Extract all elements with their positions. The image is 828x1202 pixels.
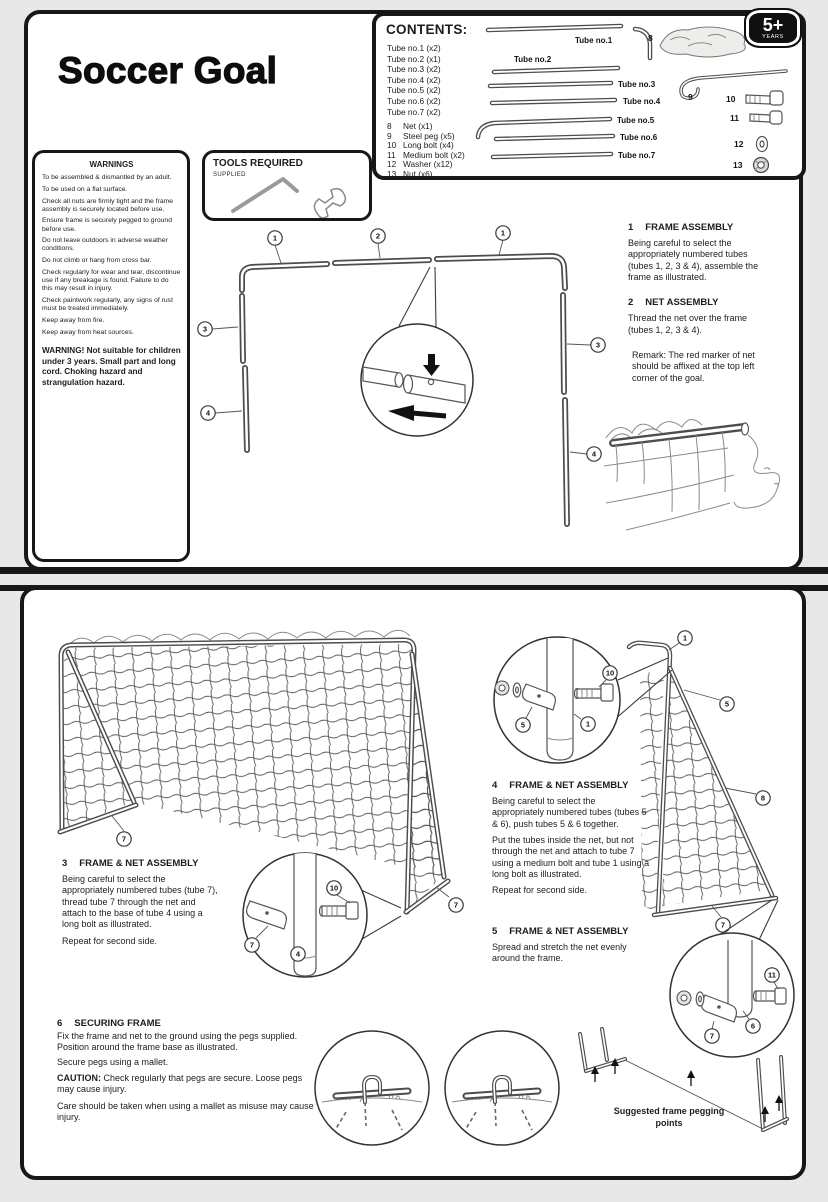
callout-detail-tube1 bbox=[581, 717, 595, 731]
svg-text:9: 9 bbox=[688, 92, 693, 102]
warning-item: Do not leave outdoors in adverse weather conditions. bbox=[42, 237, 168, 253]
side-frame-illustration bbox=[629, 631, 776, 932]
svg-text:6: 6 bbox=[750, 1021, 756, 1031]
list-item: Tube no.2 (x1) bbox=[387, 53, 441, 64]
list-item: Tube no.5 (x2) bbox=[387, 85, 441, 96]
svg-text:Tube no.3: Tube no.3 bbox=[618, 80, 656, 89]
svg-text:Tube no.2: Tube no.2 bbox=[514, 55, 552, 64]
warning-item: To be assembled & dismantled by an adult. bbox=[42, 174, 172, 181]
svg-text:8: 8 bbox=[648, 33, 653, 43]
step2-heading: 2 NET ASSEMBLY bbox=[628, 297, 719, 309]
callout-tube4-left bbox=[201, 406, 215, 420]
tube-joint-magnifier bbox=[361, 267, 473, 436]
svg-text:7: 7 bbox=[249, 940, 255, 950]
step-1-2-column bbox=[628, 222, 761, 389]
list-item: Tube no.1 (x2) bbox=[387, 43, 441, 53]
svg-text:11: 11 bbox=[768, 970, 776, 980]
svg-text:1: 1 bbox=[500, 228, 506, 238]
callout-detail-longbolt-base bbox=[327, 881, 341, 895]
list-item: Tube no.3 (x2) bbox=[387, 64, 441, 75]
base-joint-detail-circle bbox=[215, 851, 401, 977]
step5-heading: 5 FRAME & NET ASSEMBLY bbox=[492, 926, 629, 937]
svg-text:Tube no.5: Tube no.5 bbox=[617, 116, 655, 125]
age-badge bbox=[744, 8, 802, 48]
pegging-points-label: Suggested frame pegging points bbox=[613, 1106, 725, 1128]
svg-text:13: 13 bbox=[733, 160, 743, 170]
warning-item: Check regularly for wear and tear, discontinue use if any breakage is found. Failure to do this may result in injury. bbox=[42, 268, 181, 293]
pegging-detail-circle-1 bbox=[315, 1031, 429, 1145]
svg-text:3: 3 bbox=[595, 340, 601, 350]
list-item: 9 Steel peg (x5) bbox=[387, 130, 455, 141]
list-item: Tube no.7 (x2) bbox=[387, 106, 441, 117]
callout-detail-tube5 bbox=[516, 718, 530, 732]
step5-body: Spread and stretch the net evenly around the frame. bbox=[492, 942, 627, 964]
warning-item: Do not climb or hang from cross bar. bbox=[42, 257, 152, 265]
warning-item: Check paintwork regularly, any signs of rust must be treated immediately. bbox=[42, 297, 173, 313]
svg-text:12: 12 bbox=[734, 139, 744, 149]
callout-tube1-left bbox=[268, 231, 282, 245]
age-badge-years: YEARS bbox=[762, 34, 784, 40]
long-bolt-icon bbox=[746, 91, 783, 105]
medium-bolt-icon bbox=[750, 111, 782, 124]
step3-body: Being careful to select the appropriately numbered tubes (tube 7), thread tube 7 through the net and attach to the base of tube 4 using a long bolt as illustrated. bbox=[62, 874, 218, 930]
step6-caution: CAUTION: Check regularly that pegs are secure. Loose pegs may cause injury. bbox=[57, 1072, 303, 1095]
list-item: Tube no.6 (x2) bbox=[387, 95, 441, 106]
svg-text:10: 10 bbox=[605, 668, 615, 678]
svg-text:7: 7 bbox=[453, 900, 459, 910]
list-item: 11 Medium bolt (x2) bbox=[387, 149, 465, 160]
callout-tube3-left bbox=[198, 322, 212, 336]
step4-body-2: Put the tubes inside the net, but not through the net and attach to tube 7 using a medium bolt and tube 1 using a long bolt as illustrated. bbox=[492, 834, 650, 879]
warning-item: Keep away from fire. bbox=[42, 316, 105, 324]
callout-goal-tube7-right bbox=[449, 898, 463, 912]
svg-text:4: 4 bbox=[205, 408, 211, 418]
step4-heading: 4 FRAME & NET ASSEMBLY bbox=[492, 780, 629, 791]
svg-text:11: 11 bbox=[730, 113, 739, 123]
svg-text:4: 4 bbox=[295, 949, 301, 959]
list-item: 12 Washer (x12) bbox=[387, 159, 453, 170]
step1-heading: 1 FRAME ASSEMBLY bbox=[628, 222, 734, 233]
warning-item: Ensure frame is securely pegged to ground before use. bbox=[42, 217, 172, 233]
svg-text:2: 2 bbox=[375, 231, 381, 241]
svg-text:4: 4 bbox=[591, 449, 597, 459]
svg-text:Tube no.4: Tube no.4 bbox=[623, 97, 661, 106]
contents-box bbox=[372, 12, 806, 180]
page-title: Soccer Goal bbox=[58, 50, 278, 91]
list-item: 10 Long bolt (x4) bbox=[387, 140, 454, 151]
svg-text:7: 7 bbox=[720, 920, 726, 930]
svg-text:Tube no.6: Tube no.6 bbox=[620, 133, 658, 142]
step4-repeat: Repeat for second side. bbox=[492, 885, 588, 896]
callout-detail-tube7-bottom bbox=[705, 1029, 719, 1043]
list-item: 13 Nut (x6) bbox=[387, 168, 433, 179]
allen-key-icon bbox=[233, 179, 297, 211]
callout-tube2 bbox=[371, 229, 385, 243]
svg-text:3: 3 bbox=[202, 324, 208, 334]
frame-assembly-diagram bbox=[198, 226, 605, 524]
step-5 bbox=[492, 926, 650, 970]
callout-side-tube1 bbox=[678, 631, 692, 645]
step6-body-2: Secure pegs using a mallet. bbox=[57, 1056, 169, 1067]
svg-text:1: 1 bbox=[585, 719, 591, 729]
callout-detail-mediumbolt bbox=[765, 968, 779, 982]
warnings-header: WARNINGS bbox=[89, 160, 134, 169]
page-2 bbox=[20, 586, 806, 1180]
svg-text:5: 5 bbox=[520, 720, 526, 730]
page-edge-line-top bbox=[0, 567, 828, 574]
step4-body-1: Being careful to select the appropriately numbered tubes (tubes 5 & 6), push tubes 5 & 6 together. bbox=[492, 796, 647, 829]
callout-detail-tube4 bbox=[291, 947, 305, 961]
tools-header: TOOLS REQUIRED bbox=[213, 158, 303, 169]
step3-heading: 3 FRAME & NET ASSEMBLY bbox=[62, 858, 199, 869]
callout-side-tube7 bbox=[716, 918, 730, 932]
washer-icon bbox=[757, 137, 768, 152]
step3-repeat: Repeat for second side. bbox=[62, 935, 158, 946]
callout-tube1-right bbox=[496, 226, 510, 240]
bottom-joint-detail-circle bbox=[670, 900, 794, 1057]
warning-item: Check all nuts are firmly tight and the frame assembly is securely located before use. bbox=[42, 197, 174, 213]
callout-tube4-right bbox=[587, 447, 601, 461]
warnings-box bbox=[32, 150, 190, 562]
list-item: Tube no.4 (x2) bbox=[387, 74, 441, 85]
peg-point-arrow bbox=[687, 1070, 695, 1086]
age-warning: WARNING! Not suitable for children under 3 years. Small part and long cord. Choking hazard and strangulation hazard. bbox=[42, 345, 181, 387]
warning-item: Keep away from heat sources. bbox=[42, 328, 134, 336]
warning-item: To be used on a flat surface. bbox=[42, 185, 128, 193]
svg-text:7: 7 bbox=[709, 1031, 715, 1041]
step1-body: Being careful to select the appropriately numbered tubes (tubes 1, 2, 3 & 4), assemble the frame as illustrated. bbox=[628, 238, 759, 282]
red-marker-remark: Remark: The red marker of net should be affixed at the top left corner of the goal. bbox=[632, 349, 755, 383]
callout-side-tube5 bbox=[720, 697, 734, 711]
step-3 bbox=[62, 858, 220, 952]
step-6 bbox=[57, 1018, 315, 1128]
spanner-icon bbox=[314, 189, 345, 218]
nut-icon bbox=[754, 158, 769, 173]
tools-required-box bbox=[202, 150, 372, 221]
age-badge-number: 5+ bbox=[762, 15, 784, 35]
tools-supplied-label: SUPPLIED bbox=[213, 172, 246, 178]
callout-goal-tube7-left bbox=[117, 832, 131, 846]
svg-text:5: 5 bbox=[724, 699, 730, 709]
svg-text:10: 10 bbox=[726, 94, 736, 104]
callout-detail-longbolt-top bbox=[603, 666, 617, 680]
step6-body-3: Care should be taken when using a mallet as misuse may cause injury. bbox=[57, 1100, 314, 1122]
svg-text:8: 8 bbox=[760, 793, 766, 803]
callout-detail-tube6 bbox=[746, 1019, 760, 1033]
svg-text:Tube no.1: Tube no.1 bbox=[575, 36, 613, 45]
step2-body: Thread the net over the frame (tubes 1, 2, 3 & 4). bbox=[628, 313, 748, 335]
contents-header: CONTENTS: bbox=[386, 22, 468, 37]
step6-body-1: Fix the frame and net to the ground using the pegs supplied. Position around the frame base as illustrated. bbox=[57, 1031, 298, 1053]
callout-tube3-right bbox=[591, 338, 605, 352]
step6-heading: 6 SECURING FRAME bbox=[57, 1018, 161, 1029]
svg-text:1: 1 bbox=[682, 633, 688, 643]
callout-detail-tube7 bbox=[245, 938, 259, 952]
svg-text:10: 10 bbox=[329, 883, 339, 893]
svg-text:7: 7 bbox=[121, 834, 127, 844]
callout-side-net bbox=[756, 791, 770, 805]
svg-text:Tube no.7: Tube no.7 bbox=[618, 151, 656, 160]
step-4 bbox=[492, 780, 650, 902]
svg-text:1: 1 bbox=[272, 233, 278, 243]
pegging-detail-circle-2 bbox=[445, 1031, 559, 1145]
contents-part-diagrams bbox=[378, 16, 804, 176]
net-icon bbox=[660, 27, 745, 57]
net-over-bar-illustration bbox=[604, 419, 780, 530]
list-item: 8 Net (x1) bbox=[387, 121, 433, 131]
